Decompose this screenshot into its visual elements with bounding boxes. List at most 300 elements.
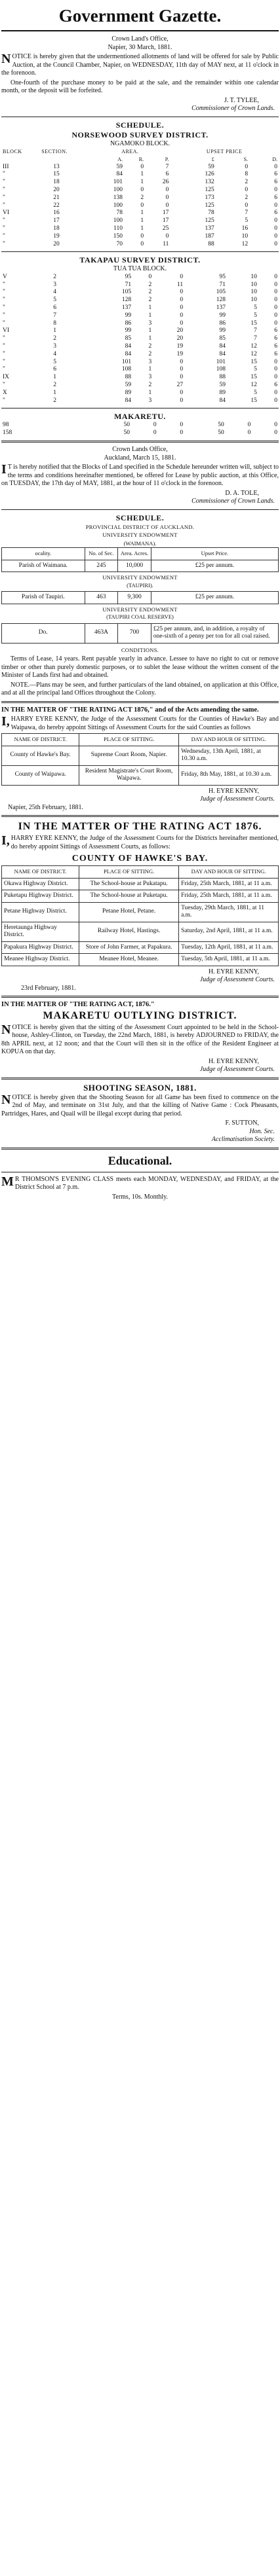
notice-body: NOTICE is hereby given that the undermentioned allotments of land will be offered for sale by Public Auction, at the Council Chamber, Napier, on WEDNESDAY, 11th day of MAY next, at 11 o'clock in the forenoon. bbox=[1, 52, 279, 77]
pence-cell: 0 bbox=[274, 217, 277, 225]
block-cell: " bbox=[3, 382, 5, 389]
district-title: MAKARETU OUTLYING DISTRICT. bbox=[43, 1009, 237, 1021]
pence-cell: 0 bbox=[274, 232, 277, 240]
price-cell: £25 per annum. bbox=[151, 560, 278, 572]
block-cell: " bbox=[3, 202, 5, 209]
conditions-text: Terms of Lease, 14 years. Rent payable yearly in advance. Lessee to have no right to cut or remove timber or other than purely domestic purposes, or to sublet the lease without the written consent of the Minister of Lands first had and obtained. bbox=[1, 655, 279, 679]
shillings-cell: 0 bbox=[247, 422, 251, 429]
table-row bbox=[2, 765, 279, 785]
time-cell: Saturday, 2nd April, 1881, at 11 a.m. bbox=[179, 922, 279, 941]
masthead-title: Government Gazette. bbox=[1, 0, 279, 31]
section-heading: Educational. bbox=[108, 1153, 172, 1167]
pence-cell: 0 bbox=[274, 163, 277, 170]
endowment-place: (WAIMANA). bbox=[123, 539, 157, 547]
pence-cell: 0 bbox=[274, 225, 277, 232]
table-row bbox=[1, 422, 279, 429]
notice-body: MR THOMSON'S EVENING CLASS meets each MONDAY, WEDNESDAY, and FRIDAY, at the District School at 7 p.m. bbox=[1, 1174, 279, 1191]
acres-cell: 78 bbox=[116, 209, 123, 217]
table-row bbox=[1, 343, 279, 351]
acres-cell: 71 bbox=[125, 281, 132, 288]
block-cell: " bbox=[3, 289, 5, 296]
block-name: NGAMOKO BLOCK. bbox=[110, 139, 170, 147]
place-date: Napier, 25th February, 1881. bbox=[8, 803, 84, 811]
roods-cell: 1 bbox=[140, 171, 144, 178]
roods-cell: 0 bbox=[153, 429, 157, 437]
pence-cell: 0 bbox=[274, 273, 277, 280]
notice-heading: SHOOTING SEASON, 1881. bbox=[83, 1082, 197, 1093]
pence-cell: 0 bbox=[274, 202, 277, 209]
acres-cell: 101 bbox=[121, 358, 132, 365]
notice-body: NOTICE is hereby given that the sitting of the Assessment Court appointed to be held in the School-house, Ashley-Clinton, on Tuesday, the 22nd March, 1881, is hereby ADJOURNED to FRIDAY, the 8th APRIL next, at 12 noon; and that the Court will then sit in the office of the Resident Engineer at KOPUA on that day. bbox=[1, 1022, 279, 1055]
pence-cell: 6 bbox=[274, 343, 277, 350]
shillings-cell: 12 bbox=[250, 350, 257, 357]
shillings-cell: 5 bbox=[254, 366, 257, 373]
place-date: Napier, 30 March, 1881. bbox=[108, 43, 172, 51]
section-cell: 5 bbox=[53, 358, 56, 365]
notice-heading: IN THE MATTER OF "THE RATING ACT, 1876." bbox=[1, 1001, 155, 1008]
table-row bbox=[1, 366, 279, 374]
table-row bbox=[2, 922, 279, 941]
roods-cell: 2 bbox=[148, 343, 152, 350]
perches-cell: 20 bbox=[176, 335, 184, 342]
acres-cell: 101 bbox=[113, 179, 123, 186]
perches-cell: 17 bbox=[162, 217, 169, 225]
provincial-district: PROVINCIAL DISTRICT OF AUCKLAND. bbox=[85, 523, 195, 530]
section-cell: 15 bbox=[53, 171, 60, 178]
block-cell: " bbox=[3, 358, 5, 365]
shillings-cell: 15 bbox=[250, 374, 257, 381]
perches-cell: 20 bbox=[176, 327, 184, 335]
block-cell: " bbox=[3, 225, 5, 232]
block-cell: " bbox=[3, 232, 5, 240]
place-cell: Resident Magistrate's Court Room, Waipawa. bbox=[79, 765, 179, 785]
roods-cell: 1 bbox=[140, 209, 144, 217]
signature-title: Judge of Assessment Courts. bbox=[199, 1066, 275, 1073]
notice-body: NOTICE is hereby given that the Shooting Season for all Game has been fixed to commence on the 2nd of May, and terminate on 31st July, and that the killing of Native Game : Cock Pheasants, Partridges, Hares, and Quail will be illegal except during that period. bbox=[1, 1092, 279, 1117]
perches-cell: 11 bbox=[163, 240, 169, 247]
area-cell: 10,000 bbox=[118, 560, 151, 572]
pounds-cell: 99 bbox=[219, 327, 226, 335]
section-cell: 2 bbox=[53, 382, 56, 389]
shillings-cell: 16 bbox=[241, 225, 249, 232]
roods-cell: 1 bbox=[148, 366, 152, 373]
crown-lands-auckland-notice bbox=[1, 446, 279, 698]
roods-cell: 0 bbox=[148, 273, 152, 280]
acres-cell: 84 bbox=[125, 397, 132, 404]
pounds-cell: 125 bbox=[205, 217, 214, 225]
section-cell: 21 bbox=[53, 194, 60, 201]
unit-header: S. bbox=[243, 156, 249, 162]
endowment-title: UNIVERSITY ENDOWMENT bbox=[102, 532, 178, 538]
table-row bbox=[1, 390, 279, 397]
place-cell: The School-house at Pukatapu. bbox=[79, 878, 179, 890]
rating-act-districts-notice bbox=[1, 820, 279, 992]
office-line: Crown Land's Office, bbox=[111, 35, 169, 43]
acres-cell: 105 bbox=[121, 289, 132, 296]
table-row bbox=[1, 327, 279, 335]
shillings-cell: 10 bbox=[250, 289, 257, 296]
endowment-place: (TAUPIRI COAL RESERVE) bbox=[106, 613, 174, 620]
block-cell: " bbox=[3, 335, 5, 342]
table-row bbox=[1, 233, 279, 241]
acres-cell: 99 bbox=[125, 327, 132, 335]
pounds-cell: 71 bbox=[219, 281, 226, 288]
perches-cell: 0 bbox=[180, 389, 184, 396]
block-cell: " bbox=[3, 186, 5, 193]
pence-cell: 0 bbox=[274, 186, 277, 193]
time-cell: Friday, 25th March, 1881, at 11 a.m. bbox=[179, 890, 279, 903]
acres-cell: 59 bbox=[116, 163, 123, 170]
acres-cell: 88 bbox=[125, 374, 132, 381]
perches-cell: 26 bbox=[162, 179, 169, 186]
roods-cell: 3 bbox=[148, 374, 152, 381]
district-cell: Puketapu Highway District. bbox=[2, 890, 79, 903]
pence-cell: 0 bbox=[274, 240, 277, 247]
pounds-cell: 84 bbox=[219, 397, 226, 404]
perches-cell: 6 bbox=[165, 171, 169, 178]
signature-title: Judge of Assessment Courts. bbox=[199, 795, 275, 803]
acres-cell: 84 bbox=[116, 171, 123, 178]
perches-cell: 0 bbox=[180, 289, 184, 296]
shillings-cell: 12 bbox=[250, 343, 257, 350]
notice-body: IT is hereby notified that the Blocks of Land specified in the Schedule hereunder written will, subject to the terms and conditions hereinafter mentioned, be offered for Lease by public auction, at this Office, on TUESDAY, the 17th day of MAY, 1881, at the hour of 11 o'clock in the forenoon. bbox=[1, 462, 279, 487]
section-cell: 8 bbox=[53, 319, 56, 327]
shillings-cell: 5 bbox=[254, 304, 257, 312]
district-title: MAKARETU. bbox=[114, 412, 166, 422]
pounds-cell: 126 bbox=[205, 171, 214, 178]
table-row bbox=[1, 274, 279, 281]
shillings-cell: 12 bbox=[250, 382, 257, 389]
signature: H. EYRE KENNY, bbox=[208, 968, 259, 975]
acres-cell: 99 bbox=[125, 312, 132, 319]
column-header: Area. Acres. bbox=[118, 548, 151, 560]
endowment-row bbox=[2, 604, 279, 623]
section-cell: 4 bbox=[53, 350, 56, 357]
section-cell: 6 bbox=[53, 366, 56, 373]
pounds-cell: 85 bbox=[219, 335, 226, 342]
block-cell: " bbox=[3, 179, 5, 186]
section-cell: 463A bbox=[85, 623, 118, 643]
block-cell: IX bbox=[3, 374, 10, 381]
schedule-title: SCHEDULE. bbox=[115, 513, 165, 522]
gazette-page bbox=[1, 0, 279, 1201]
table-row bbox=[1, 359, 279, 367]
roods-cell: 3 bbox=[148, 358, 152, 365]
place-cell: Supreme Court Room, Napier. bbox=[79, 746, 179, 765]
perches-cell: 0 bbox=[180, 304, 184, 312]
perches-cell: 11 bbox=[176, 281, 184, 288]
section-cell: 20 bbox=[53, 240, 60, 247]
section-cell: 2 bbox=[53, 335, 56, 342]
pounds-cell: 108 bbox=[216, 366, 226, 373]
sittings-table bbox=[1, 733, 279, 786]
shillings-cell: 0 bbox=[245, 202, 249, 209]
block-cell: 98 bbox=[3, 422, 9, 429]
perches-cell: 25 bbox=[162, 225, 169, 232]
society-name: Acclimatisation Society. bbox=[211, 1136, 275, 1143]
takapau-lots-table bbox=[1, 274, 279, 405]
acres-cell: 59 bbox=[125, 382, 132, 389]
section-cell: 20 bbox=[53, 186, 60, 193]
column-header: DAY AND HOUR OF SITTING. bbox=[179, 734, 279, 746]
makaretu-lots-table bbox=[1, 422, 279, 437]
signature: H. EYRE KENNY, bbox=[208, 1057, 259, 1065]
notice-heading: IN THE MATTER OF "THE RATING ACT 1876," and of the Acts amending the same. bbox=[1, 706, 259, 714]
perches-cell: 0 bbox=[180, 319, 184, 327]
table-row bbox=[1, 187, 279, 194]
spacer-cell bbox=[40, 156, 90, 164]
district-cell: County of Hawke's Bay. bbox=[2, 746, 79, 765]
area-cell: 700 bbox=[118, 623, 151, 643]
acres-cell: 70 bbox=[116, 240, 123, 247]
roods-cell: 1 bbox=[148, 389, 152, 396]
table-row bbox=[2, 746, 279, 765]
column-header: BLOCK bbox=[3, 149, 22, 154]
place-date: Auckland, March 15, 1881. bbox=[104, 454, 176, 462]
pounds-cell: 84 bbox=[219, 350, 226, 357]
section-cell: 17 bbox=[53, 217, 60, 225]
column-header: NAME OF DISTRICT. bbox=[2, 866, 79, 879]
table-row bbox=[1, 164, 279, 172]
roods-cell: 0 bbox=[153, 422, 157, 429]
perches-cell: 19 bbox=[176, 343, 184, 350]
norsewood-lots-table bbox=[1, 148, 279, 248]
time-cell: Friday, 25th March, 1881, at 11 a.m. bbox=[179, 878, 279, 890]
pence-cell: 0 bbox=[274, 289, 277, 296]
pounds-cell: 137 bbox=[205, 225, 214, 232]
shillings-cell: 10 bbox=[250, 273, 257, 280]
time-cell: Wednesday, 13th April, 1881, at 10.30 a.m. bbox=[179, 746, 279, 765]
table-header-row bbox=[1, 148, 279, 156]
educational-notice bbox=[1, 1153, 279, 1202]
pence-cell: 0 bbox=[274, 389, 277, 396]
table-row bbox=[1, 171, 279, 179]
place-cell: Petane Hotel, Petane. bbox=[79, 902, 179, 922]
column-header: Upset Price. bbox=[151, 548, 278, 560]
shillings-cell: 15 bbox=[250, 319, 257, 327]
section-cell: 1 bbox=[53, 327, 56, 335]
table-header-row bbox=[2, 866, 279, 879]
note-text: NOTE.—Plans may be seen, and further particulars of the land obtained, on application at this Office, and at all the principal land Offices throughout the Colony. bbox=[1, 681, 279, 697]
district-cell: Heretaunga Highway District. bbox=[2, 922, 79, 941]
time-cell: Tuesday, 12th April, 1881, at 11 a.m. bbox=[179, 941, 279, 954]
place-cell: The School-house at Puketapu. bbox=[79, 890, 179, 903]
perches-cell: 19 bbox=[176, 350, 184, 357]
shillings-cell: 7 bbox=[254, 327, 257, 335]
perches-cell: 27 bbox=[176, 382, 184, 389]
shillings-cell: 15 bbox=[250, 397, 257, 404]
shillings-cell: 15 bbox=[250, 358, 257, 365]
pounds-cell: 86 bbox=[219, 319, 226, 327]
section-cell: 1 bbox=[53, 374, 56, 381]
block-cell: V bbox=[3, 273, 7, 280]
section-cell: 1 bbox=[53, 389, 56, 396]
block-cell: VI bbox=[3, 209, 10, 217]
column-header: PLACE OF SITTING. bbox=[79, 866, 179, 879]
district-cell: Okawa Highway District. bbox=[2, 878, 79, 890]
table-header-row bbox=[2, 548, 279, 560]
section-cell: 2 bbox=[53, 397, 56, 404]
pounds-cell: 50 bbox=[218, 429, 224, 437]
block-cell: " bbox=[3, 240, 5, 247]
section-cell: 5 bbox=[53, 297, 56, 304]
column-header: UPSET PRICE bbox=[206, 149, 243, 154]
pence-cell: 6 bbox=[274, 335, 277, 342]
district-cell: County of Waipawa. bbox=[2, 765, 79, 785]
roods-cell: 2 bbox=[140, 194, 144, 201]
sittings-table bbox=[1, 865, 279, 966]
signature: D. A. TOLE, bbox=[225, 489, 259, 497]
pounds-cell: 132 bbox=[205, 179, 214, 186]
pence-cell: 0 bbox=[274, 429, 277, 437]
table-row bbox=[1, 297, 279, 304]
section-cell: 3 bbox=[53, 343, 56, 350]
acres-cell: 150 bbox=[113, 232, 123, 240]
pence-cell: 0 bbox=[274, 319, 277, 327]
roods-cell: 2 bbox=[148, 297, 152, 304]
perches-cell: 0 bbox=[180, 312, 184, 319]
shillings-cell: 2 bbox=[245, 194, 249, 201]
roods-cell: 1 bbox=[140, 225, 144, 232]
signature: H. EYRE KENNY, bbox=[208, 787, 259, 795]
price-cell: £25 per annum, and, in addition, a royalty of one-sixth of a penny per ton for all coal raised. bbox=[151, 623, 278, 643]
pence-cell: 6 bbox=[274, 350, 277, 357]
pounds-cell: 59 bbox=[219, 382, 226, 389]
table-row bbox=[1, 320, 279, 328]
block-cell: " bbox=[3, 312, 5, 319]
section-cell: 16 bbox=[53, 209, 60, 217]
shillings-cell: 7 bbox=[245, 209, 249, 217]
roods-cell: 0 bbox=[140, 163, 144, 170]
table-row bbox=[1, 312, 279, 320]
district-cell: Petane Highway District. bbox=[2, 902, 79, 922]
date: 23rd February, 1881. bbox=[21, 984, 76, 992]
place-cell: Meanee Hotel, Meanee. bbox=[79, 954, 179, 966]
section-cell: 22 bbox=[53, 202, 60, 209]
pounds-cell: 173 bbox=[205, 194, 214, 201]
time-cell: Tuesday, 5th April, 1881, at 11 a.m. bbox=[179, 954, 279, 966]
perches-cell: 0 bbox=[180, 429, 184, 437]
pounds-cell: 78 bbox=[208, 209, 214, 217]
table-row bbox=[1, 335, 279, 343]
section-cell: 245 bbox=[85, 560, 118, 572]
acres-cell: 100 bbox=[113, 202, 123, 209]
pounds-cell: 105 bbox=[216, 289, 226, 296]
pence-cell: 0 bbox=[274, 397, 277, 404]
block-cell: VI bbox=[3, 327, 10, 335]
shooting-season-notice bbox=[1, 1083, 279, 1144]
roods-cell: 2 bbox=[148, 289, 152, 296]
pence-cell: 0 bbox=[274, 297, 277, 304]
column-header: AREA. bbox=[121, 149, 139, 154]
notice-body-2: One-fourth of the purchase money to be paid at the sale, and the remainder within one calendar month, or the deposit will be forfeited. bbox=[1, 79, 279, 94]
roods-cell: 1 bbox=[140, 217, 144, 225]
acres-cell: 108 bbox=[121, 366, 132, 373]
acres-cell: 100 bbox=[113, 186, 123, 193]
perches-cell: 17 bbox=[162, 209, 169, 217]
section-cell: 13 bbox=[53, 163, 60, 170]
locality-cell: Do. bbox=[2, 623, 85, 643]
pence-cell: 0 bbox=[274, 422, 277, 429]
pence-cell: 0 bbox=[274, 374, 277, 381]
roods-cell: 0 bbox=[140, 240, 144, 247]
notice-heading: IN THE MATTER OF THE RATING ACT 1876. bbox=[18, 821, 262, 832]
makaretu-notice bbox=[1, 1001, 279, 1074]
block-cell: III bbox=[3, 163, 9, 170]
column-header: NAME OF DISTRICT. bbox=[2, 734, 79, 746]
section-cell: 463 bbox=[85, 592, 118, 604]
pounds-cell: 125 bbox=[205, 202, 214, 209]
rating-act-counties-notice bbox=[1, 706, 279, 812]
pence-cell: 6 bbox=[274, 209, 277, 217]
lease-schedule-table bbox=[1, 547, 279, 644]
column-header: DAY AND HOUR OF SITTING. bbox=[179, 866, 279, 879]
roods-cell: 1 bbox=[148, 327, 152, 335]
block-cell: 158 bbox=[3, 429, 12, 437]
table-row bbox=[1, 289, 279, 297]
table-row bbox=[1, 397, 279, 405]
table-row bbox=[1, 179, 279, 187]
pence-cell: 0 bbox=[274, 312, 277, 319]
shillings-cell: 2 bbox=[245, 179, 249, 186]
notice-body: I,HARRY EYRE KENNY, the Judge of the Assessment Courts for the Counties of Hawke's Bay and Waipawa, do hereby appoint Sittings of Assessment Courts for the said Counties as follows bbox=[1, 714, 279, 731]
roods-cell: 3 bbox=[148, 319, 152, 327]
shillings-cell: 0 bbox=[247, 429, 251, 437]
pence-cell: 0 bbox=[274, 281, 277, 288]
roods-cell: 2 bbox=[148, 350, 152, 357]
column-header: ocality. bbox=[2, 548, 85, 560]
pounds-cell: 89 bbox=[219, 389, 226, 396]
time-cell: Friday, 8th May, 1881, at 10.30 a.m. bbox=[179, 765, 279, 785]
acres-cell: 84 bbox=[125, 343, 132, 350]
section-cell: 18 bbox=[53, 225, 60, 232]
table-row bbox=[2, 941, 279, 954]
table-row bbox=[1, 281, 279, 289]
block-name: TUA TUA BLOCK. bbox=[113, 265, 167, 273]
table-row bbox=[1, 202, 279, 210]
acres-cell: 84 bbox=[125, 350, 132, 357]
shillings-cell: 0 bbox=[245, 163, 249, 170]
endowment-title: UNIVERSITY ENDOWMENT bbox=[102, 574, 178, 581]
block-cell: " bbox=[3, 171, 5, 178]
section-cell: 7 bbox=[53, 312, 56, 319]
table-row bbox=[1, 374, 279, 382]
perches-cell: 0 bbox=[180, 358, 184, 365]
table-row bbox=[1, 194, 279, 202]
section-cell bbox=[40, 422, 90, 429]
pounds-cell: 128 bbox=[216, 297, 226, 304]
signature-title: Judge of Assessment Courts. bbox=[199, 976, 275, 983]
time-cell: Tuesday, 29th March, 1881, at 11 a.m. bbox=[179, 902, 279, 922]
acres-cell: 50 bbox=[123, 422, 130, 429]
roods-cell: 1 bbox=[148, 335, 152, 342]
table-row bbox=[1, 217, 279, 225]
shillings-cell: 12 bbox=[241, 240, 249, 247]
block-cell: " bbox=[3, 366, 5, 373]
shillings-cell: 5 bbox=[245, 217, 249, 225]
acres-cell: 95 bbox=[125, 273, 132, 280]
section-cell: 2 bbox=[53, 273, 56, 280]
pounds-cell: 84 bbox=[219, 343, 226, 350]
table-row bbox=[1, 429, 279, 437]
acres-cell: 85 bbox=[125, 335, 132, 342]
pounds-cell: 137 bbox=[216, 304, 226, 312]
place-cell: Store of John Farmer, at Papakura. bbox=[79, 941, 179, 954]
block-cell: " bbox=[3, 350, 5, 357]
pounds-cell: 99 bbox=[219, 312, 226, 319]
acres-cell: 89 bbox=[125, 389, 132, 396]
pounds-cell: 59 bbox=[208, 163, 214, 170]
